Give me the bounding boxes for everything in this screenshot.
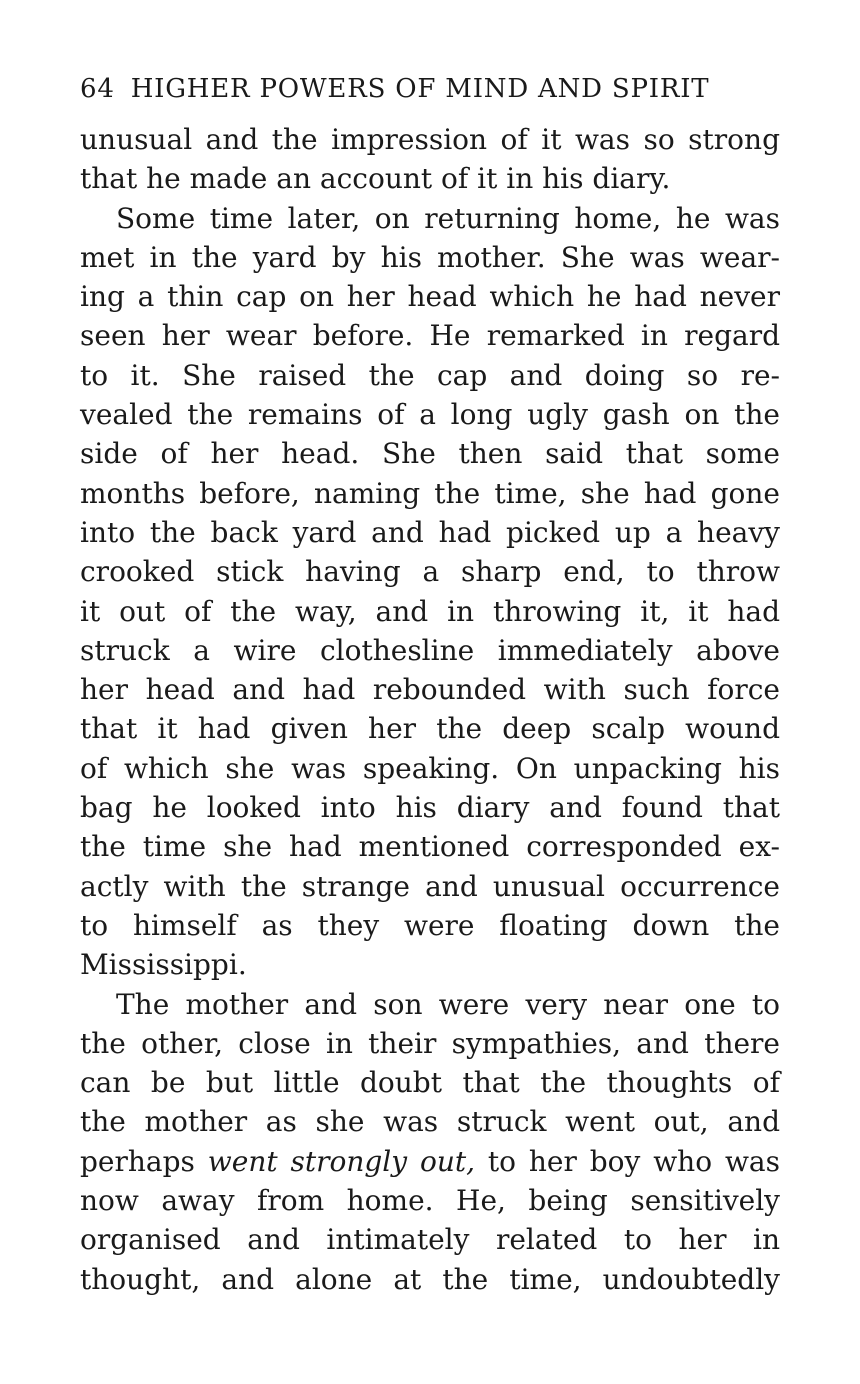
text-line: months before, naming the time, she had gone	[80, 476, 780, 510]
text-line: into the back yard and had picked up a heavy	[80, 515, 780, 549]
text-line: ing a thin cap on her head which he had never	[80, 280, 780, 314]
text-line: unusual and the impression of it was so strong	[80, 123, 780, 156]
text-line: her head and had rebounded with such force	[80, 673, 780, 707]
text-line: now away from home. He, being sensitively	[80, 1184, 780, 1218]
book-page	[80, 70, 780, 1299]
text-line: to it. She raised the cap and doing so re-	[80, 358, 780, 392]
text-line: that he made an account of it in his diary.	[80, 162, 671, 196]
running-title: HIGHER POWERS OF MIND AND SPIRIT	[130, 74, 710, 104]
text-line-start: perhaps	[80, 1144, 208, 1178]
text-line: bag he looked into his diary and found that	[80, 791, 780, 825]
text-line-end: to her boy who was	[475, 1144, 780, 1178]
text-line: seen her wear before. He remarked in regard	[80, 319, 780, 353]
text-line	[80, 1142, 780, 1181]
text-line: Some time later, on returning home, he was	[116, 201, 780, 235]
text-line: the other, close in their sympathies, and there	[80, 1026, 780, 1060]
text-line: The mother and son were very near one to	[116, 987, 780, 1021]
text-line: Mississippi.	[80, 948, 247, 982]
text-line: vealed the remains of a long ugly gash on the	[80, 398, 780, 432]
italic-phrase: went strongly out,	[207, 1144, 475, 1178]
text-line: side of her head. She then said that some	[80, 437, 780, 471]
text-line: struck a wire clothesline immediately above	[80, 633, 780, 667]
text-line: that it had given her the deep scalp wound	[80, 712, 780, 746]
text-line: organised and intimately related to her in	[80, 1223, 780, 1257]
body-text	[80, 120, 780, 1299]
text-line: actly with the strange and unusual occurrence	[80, 869, 780, 903]
text-line: met in the yard by his mother. She was wear-	[80, 240, 780, 274]
page-number: 64	[80, 74, 115, 104]
text-line: the mother as she was struck went out, and	[80, 1105, 780, 1139]
text-line: the time she had mentioned corresponded ex-	[80, 830, 780, 864]
text-line: can be but little doubt that the thoughts of	[80, 1066, 780, 1100]
text-line: to himself as they were floating down the	[80, 908, 780, 942]
text-line: of which she was speaking. On unpacking his	[80, 751, 780, 785]
running-head	[80, 70, 780, 108]
text-line: it out of the way, and in throwing it, it had	[80, 594, 780, 628]
text-line: crooked stick having a sharp end, to throw	[80, 555, 780, 589]
text-line: thought, and alone at the time, undoubtedly	[80, 1262, 780, 1296]
